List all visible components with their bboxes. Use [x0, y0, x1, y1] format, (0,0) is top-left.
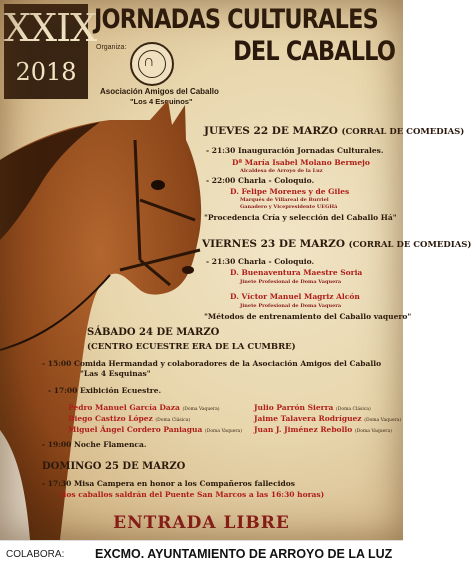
entrada-libre-banner: ENTRADA LIBRE [113, 513, 290, 533]
thursday-item-2: - 22:00 Charla - Coloquio. [206, 176, 315, 185]
thursday-talk-title: "Procedencia Cría y selección del Caballo Há" [204, 213, 397, 222]
organizer-name: Asociación Amigos del Caballo [100, 87, 219, 96]
edition-roman: XXIX [4, 6, 97, 50]
rider-left-3: Miguel Ángel Cordero Paniagua (Doma Vaquera) [68, 425, 242, 434]
day-saturday-header: SÁBADO 24 DE MARZO [87, 327, 220, 338]
association-seal-icon: ∩ [130, 42, 174, 86]
saturday-item-1: - 15:00 Comida Hermandad y colaboradores de la Asociación Amigos del Caballo [42, 359, 382, 368]
horse-head-illustration [0, 100, 215, 540]
sunday-item-1: - 17:30 Misa Campera en honor a los Compañeros fallecidos [42, 479, 295, 488]
colabora-value: EXCMO. AYUNTAMIENTO DE ARROYO DE LA LUZ [95, 546, 393, 561]
thursday-speaker-1-role: Alcaldesa de Arroyo de la Luz [240, 168, 323, 174]
friday-talk-title: "Métodos de entrenamiento del Caballo vaquero" [204, 312, 412, 321]
friday-item-1: - 21:30 Charla - Coloquio. [206, 257, 315, 266]
title-line-2: DEL CABALLO [233, 36, 395, 67]
day-friday-header: VIERNES 23 DE MARZO (CORRAL DE COMEDIAS) [202, 238, 471, 250]
sunday-item-2: (los caballos saldrán del Puente San Marcos a las 16:30 horas) [60, 490, 325, 499]
edition-year: 2018 [15, 58, 77, 86]
rider-left-2: Diego Castizo López (Doma Clásica) [68, 414, 191, 423]
friday-speaker-2: D. Víctor Manuel Magriz Alcón [230, 292, 360, 301]
colabora-label: COLABORA: [6, 549, 65, 560]
thursday-speaker-1: Dª María Isabel Molano Bermejo [232, 158, 370, 167]
thursday-speaker-2: D. Felipe Morenes y de Giles [230, 187, 350, 196]
day-thursday-header: JUEVES 22 DE MARZO (CORRAL DE COMEDIAS) [204, 125, 465, 137]
day-sunday-header: DOMINGO 25 DE MARZO [42, 461, 186, 472]
rider-right-2: Jaime Talavera Rodríguez (Doma Vaquera) [254, 414, 402, 423]
title-line-1: JORNADAS CULTURALES [94, 4, 378, 35]
friday-speaker-2-role: Jinete Profesional de Doma Vaquera [240, 303, 342, 309]
rider-left-1: Pedro Manuel García Daza (Doma Vaquera) [68, 403, 220, 412]
friday-speaker-1: D. Buenaventura Maestre Soria [230, 268, 363, 277]
rider-right-1: Julio Parrón Sierra (Doma Clásica) [254, 403, 371, 412]
footer-bar [0, 540, 403, 569]
friday-speaker-1-role: Jinete Profesional de Doma Vaquera [240, 279, 342, 285]
saturday-item-1-cont: "Las 4 Esquinas" [80, 369, 151, 378]
thursday-speaker-2-role-2: Ganadero y Vicepresidente UEGHá [240, 204, 338, 210]
organiza-label: Organiza: [96, 44, 127, 51]
thursday-item-1: - 21:30 Inauguración Jornadas Culturales. [206, 146, 384, 155]
saturday-item-3: - 19:00 Noche Flamenca. [42, 440, 147, 449]
rider-right-3: Juan J. Jiménez Rebollo (Doma Vaquera) [254, 425, 392, 434]
thursday-speaker-2-role-1: Marqués de Villareal de Burriel [240, 197, 329, 203]
organizer-subtitle: "Los 4 Esquinos" [130, 97, 193, 106]
edition-badge [4, 4, 97, 99]
saturday-place: (CENTRO ECUESTRE ERA DE LA CUMBRE) [87, 342, 296, 352]
saturday-item-2: - 17:00 Exibición Ecuestre. [48, 386, 162, 395]
